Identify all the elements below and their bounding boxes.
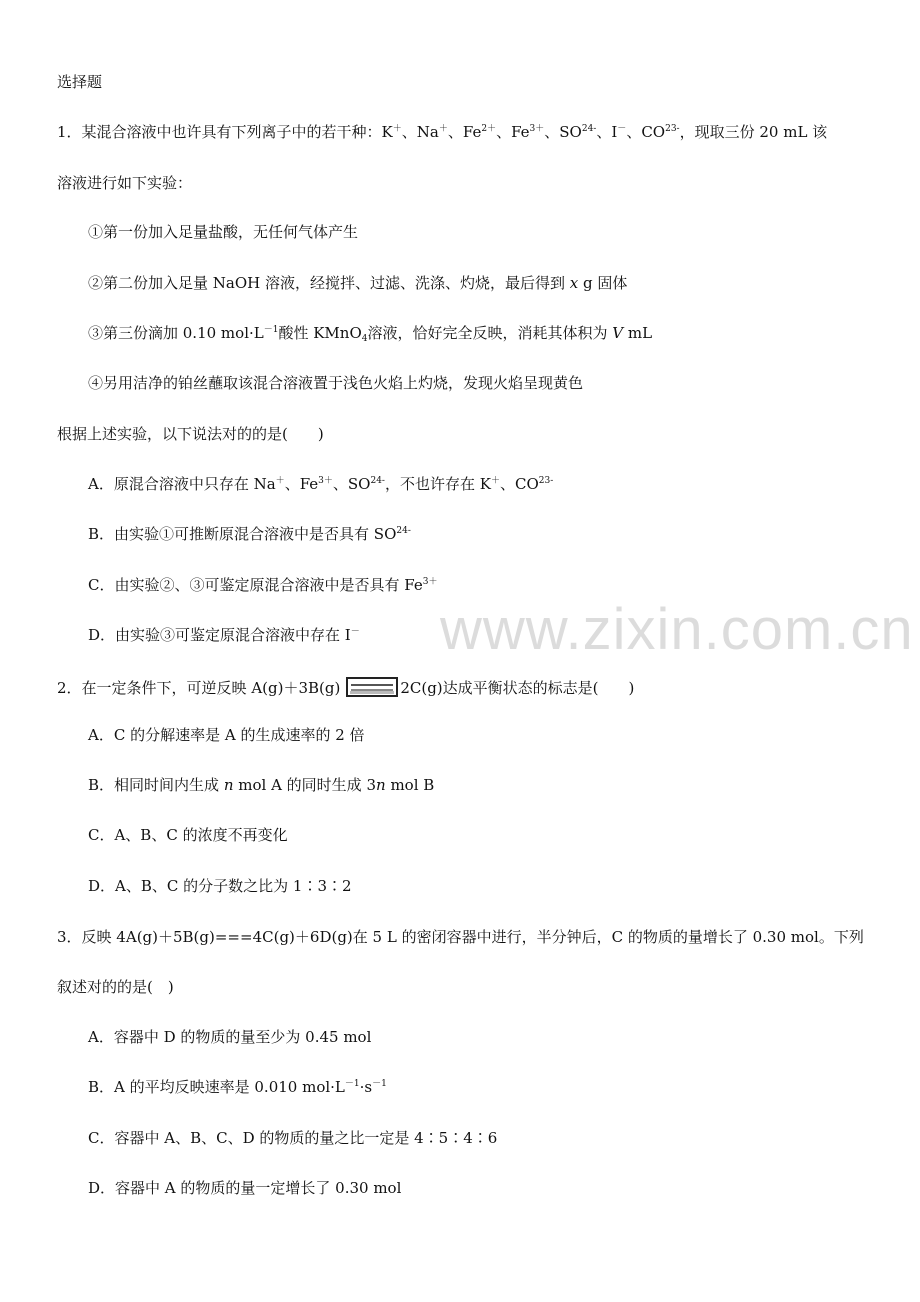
q3-stem-line2: 叙述对的的是( ) [57,978,174,996]
equilibrium-arrow-icon [346,677,398,697]
q1-option-c: C．由实验②、③可鉴定原混合溶液中是否具有 $Fe^{3+}$ [88,576,438,594]
q1-question: 根据上述实验，以下说法对的的是( ) [57,425,324,443]
q1-option-b: B．由实验①可推断原混合溶液中是否具有 $SO^{24-}$ [88,525,411,543]
q2-stem: 2．在一定条件下，可逆反映 A(g)＋3B(g) 2C(g)达成平衡状态的标志是( ) [57,679,635,697]
q1-experiment-3: ③第三份滴加 0.10 $mol\cdot L^{-1}$酸性 KMnO$_4$溶液，恰好完全反映，消耗其体积为 V mL [88,324,653,344]
q2-option-c: C．A、B、C 的浓度不再变化 [88,826,288,844]
watermark: www.zixin.com.cn [440,597,914,662]
q2-option-a: A．C 的分解速率是 A 的生成速率的 2 倍 [88,726,365,744]
q3-option-d: D．容器中 A 的物质的量一定增长了 0.30 mol [88,1179,402,1197]
q1-experiment-2: ②第二份加入足量 NaOH 溶液，经搅拌、过滤、洗涤、灼烧，最后得到 x g 固体 [88,274,628,292]
q3-option-c: C．容器中 A、B、C、D 的物质的量之比一定是 4∶5∶4∶6 [88,1129,498,1147]
q1-option-a: A．原混合溶液中只存在 Na＋、$Fe^{3+}$、$SO^{24-}$，不也许存在 K＋、$CO^{23-}$ [88,475,554,493]
q3-option-b: B．A 的平均反映速率是 0.010 $mol\cdot L^{-1}\cdot s^{-1}$ [88,1078,387,1096]
q1-experiment-1: ①第一份加入足量盐酸，无任何气体产生 [88,223,359,241]
q2-option-d: D．A、B、C 的分子数之比为 1∶3∶2 [88,877,352,895]
q3-option-a: A．容器中 D 的物质的量至少为 0.45 mol [88,1028,372,1046]
q1-stem-line1: 1．某混合溶液中也许具有下列离子中的若干种：K＋、Na＋、$Fe^{2+}$、$Fe^{3+}$、$SO^{24-}$、I－、$CO^{23-}$，现取三份 20 mL 该 [57,123,828,141]
q1-stem-line2: 溶液进行如下实验： [57,174,193,192]
section-title: 选择题 [57,73,103,91]
q3-stem-line1: 3．反映 4A(g)＋5B(g)===4C(g)＋6D(g)在 5 L 的密闭容器中进行，半分钟后，C 的物质的量增长了 0.30 mol。下列 [57,928,864,946]
q1-option-d: D．由实验③可鉴定原混合溶液中存在 I－ [88,626,360,644]
q1-experiment-4: ④另用洁净的铂丝蘸取该混合溶液置于浅色火焰上灼烧，发现火焰呈现黄色 [88,374,584,392]
q2-option-b: B．相同时间内生成 n mol A 的同时生成 3n mol B [88,776,435,794]
